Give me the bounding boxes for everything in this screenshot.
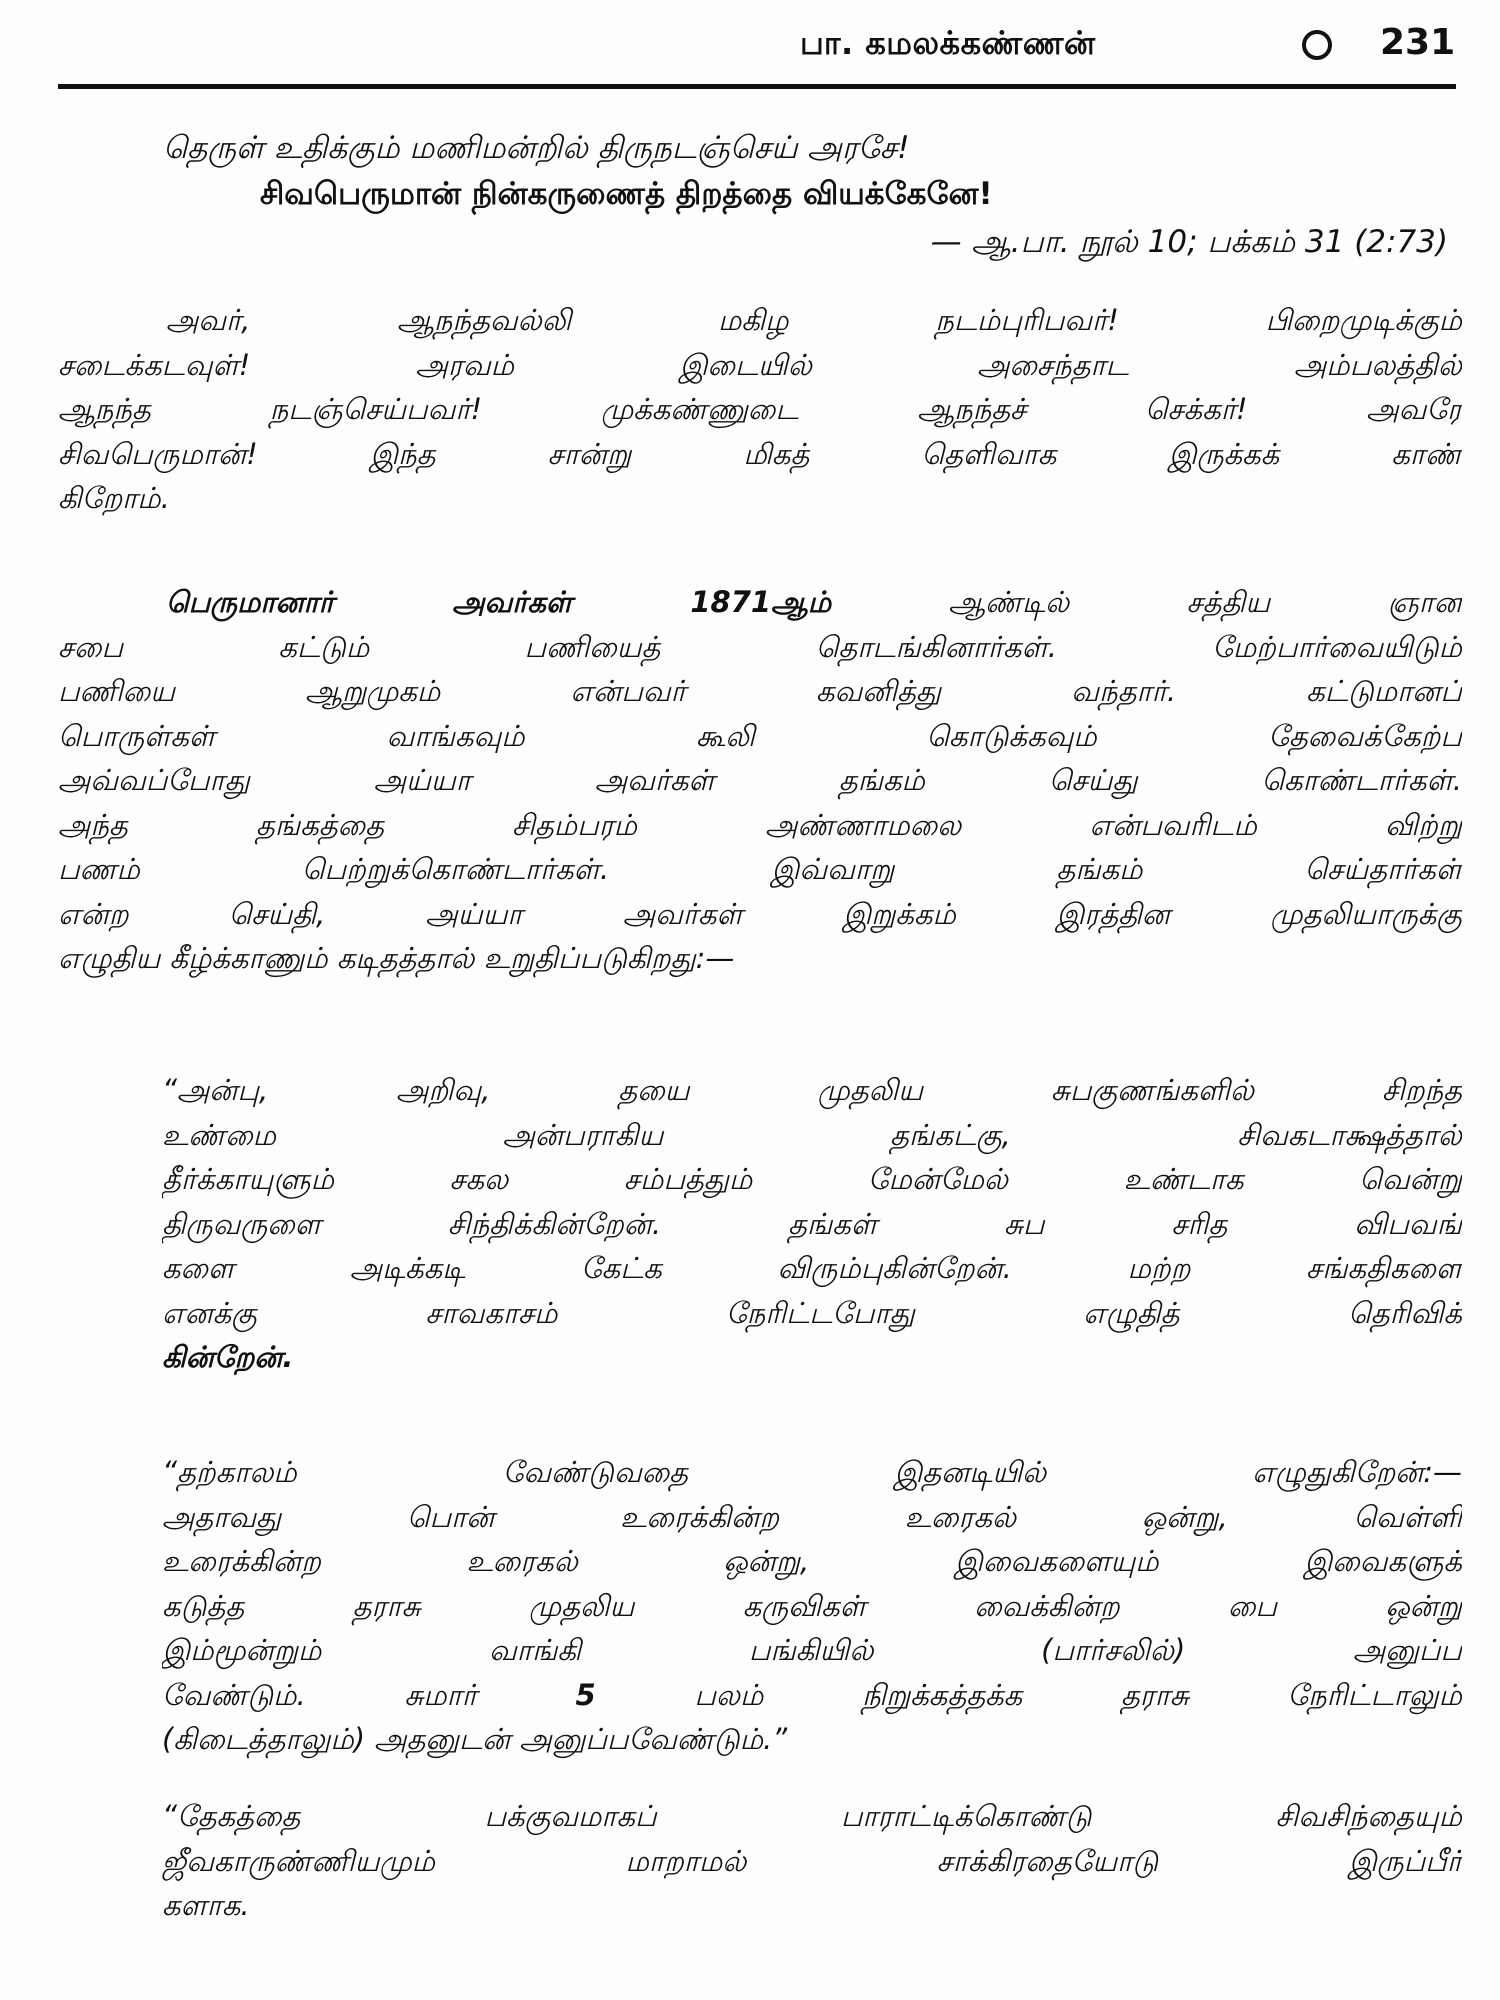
text-line: அந்த தங்கத்தை சிதம்பரம் அண்ணாமலை என்பவரிடம் விற்று (58, 807, 1462, 842)
text-line: சிவபெருமான்! இந்த சான்று மிகத் தெளிவாக இருக்கக் காண் (58, 436, 1462, 471)
circle-ornament-icon (1302, 30, 1332, 60)
text-line: அவர், ஆநந்தவல்லி மகிழ நடம்புரிபவர்! பிறைமுடிக்கும் (166, 303, 1462, 337)
letter-quote-3 (162, 1794, 1462, 1928)
bold-text: பெருமானார் அவர்கள் 1871ஆம் (166, 585, 832, 619)
text-line: சடைக்கடவுள்! அரவம் இடையில் அசைந்தாட அம்பலத்தில் (58, 347, 1462, 382)
text-line: (கிடைத்தாலும்) அதனுடன் அனுப்பவேண்டும்.” (162, 1722, 788, 1756)
text-line: பொருள்கள் வாங்கவும் கூலி கொடுக்கவும் தேவைக்கேற்ப (58, 718, 1462, 753)
verse-citation: — ஆ.பா. நூல் 10; பக்கம் 31 (2:73) (930, 224, 1448, 260)
paragraph-2 (58, 580, 1462, 981)
text-line: அதாவது பொன் உரைக்கின்ற உரைகல் ஒன்று, வெள்ளி (162, 1499, 1462, 1534)
text-line: திருவருளை சிந்திக்கின்றேன். தங்கள் சுப சரித விபவங் (162, 1206, 1462, 1241)
text-line: “தற்காலம் வேண்டுவதை இதனடியில் எழுதுகிறேன்:— (162, 1455, 1462, 1489)
letter-quote-1 (162, 1068, 1462, 1380)
text-line: தீர்க்காயுளும் சகல சம்பத்தும் மேன்மேல் உண்டாக வென்று (162, 1162, 1462, 1196)
text-line: “தேகத்தை பக்குவமாகப் பாராட்டிக்கொண்டு சிவசிந்தையும் (162, 1799, 1462, 1833)
text-line (58, 580, 1462, 625)
text-line (162, 1335, 1462, 1380)
text-line: எனக்கு சாவகாசம் நேரிட்டபோது எழுதித் தெரிவிக் (162, 1295, 1462, 1330)
text-line: இம்மூன்றும் வாங்கி பங்கியில் (பார்சலில்) அனுப்ப (162, 1633, 1462, 1667)
letter-quote-2 (162, 1450, 1462, 1762)
running-title: பா. கமலக்கண்ணன் (800, 24, 1096, 62)
header-rule (58, 84, 1456, 89)
text-line: களை அடிக்கடி கேட்க விரும்புகின்றேன். மற்ற சங்கதிகளை (162, 1251, 1462, 1285)
text-line: “அன்பு, அறிவு, தயை முதலிய சுபகுணங்களில் சிறந்த (162, 1073, 1462, 1107)
text-line: உண்மை அன்பராகிய தங்கட்கு, சிவகடாக்ஷத்தால் (162, 1117, 1462, 1152)
text-line: என்ற செய்தி, அய்யா அவர்கள் இறுக்கம் இரத்தின முதலியாருக்கு (58, 896, 1462, 931)
text-line (162, 1673, 1462, 1718)
text-line: கிறோம். (58, 481, 170, 515)
page-number: 231 (1380, 22, 1456, 63)
text-line: ஜீவகாருண்ணியமும் மாறாமல் சாக்கிரதையோடு இருப்பீர் (162, 1843, 1462, 1878)
paragraph-1 (58, 298, 1462, 521)
text-segment: ஆண்டில் சத்திய ஞான (831, 585, 1462, 619)
running-header (0, 18, 1500, 74)
text-line: களாக. (162, 1888, 250, 1922)
text-line: ஆநந்த நடஞ்செய்பவர்! முக்கண்ணுடை ஆநந்தச் செக்கர்! அவரே (58, 392, 1462, 426)
text-segment: பலம் நிறுக்கத்தக்க தராசு நேரிட்டாலும் (595, 1677, 1462, 1712)
text-line: உரைக்கின்ற உரைகல் ஒன்று, இவைகளையும் இவைகளுக் (162, 1544, 1462, 1578)
verse-line-2: சிவபெருமான் நின்கருணைத் திறத்தை வியக்கேனே! (260, 176, 993, 212)
text-line: பணியை ஆறுமுகம் என்பவர் கவனித்து வந்தார். கட்டுமானப் (58, 674, 1462, 708)
text-line: பணம் பெற்றுக்கொண்டார்கள். இவ்வாறு தங்கம் செய்தார்கள் (58, 852, 1462, 886)
bold-text: கின்றேன். (162, 1340, 294, 1374)
bold-text: 5 (575, 1677, 596, 1712)
text-line: அவ்வப்போது அய்யா அவர்கள் தங்கம் செய்து கொண்டார்கள். (58, 763, 1462, 797)
text-line: எழுதிய கீழ்க்காணும் கடிதத்தால் உறுதிப்படுகிறது:— (58, 941, 735, 975)
text-line: கடுத்த தராசு முதலிய கருவிகள் வைக்கின்ற பை ஒன்று (162, 1588, 1462, 1623)
text-line: சபை கட்டும் பணியைத் தொடங்கினார்கள். மேற்பார்வையிடும் (58, 629, 1462, 664)
text-segment: வேண்டும். சுமார் (162, 1677, 576, 1712)
verse-line-1: தெருள் உதிக்கும் மணிமன்றில் திருநடஞ்செய் அரசே! (163, 130, 910, 166)
